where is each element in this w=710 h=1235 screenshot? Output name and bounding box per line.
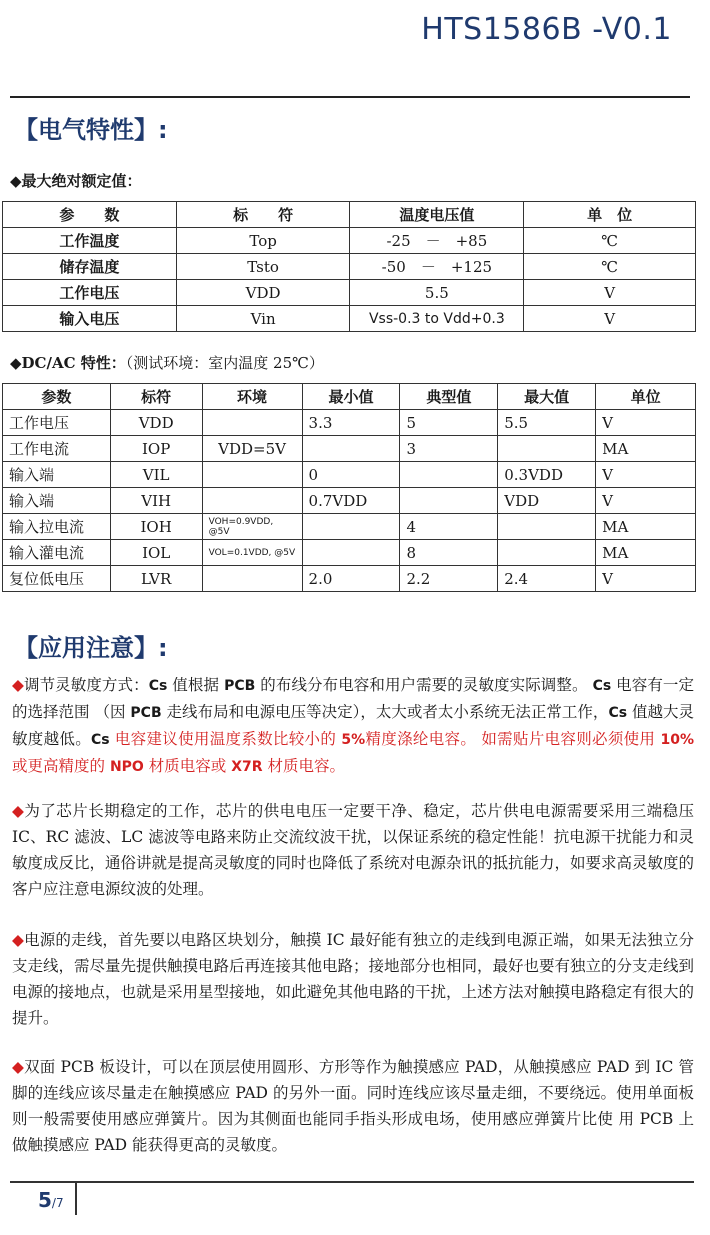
table-cell: MA <box>596 514 696 540</box>
table-cell: MA <box>596 540 696 566</box>
table-cell: 工作电压 <box>3 410 111 436</box>
table-cell: 8 <box>400 540 498 566</box>
abs-max-table <box>2 201 696 332</box>
table-cell: 2.0 <box>302 566 400 592</box>
table-cell <box>400 488 498 514</box>
abs-max-heading: ◆最大绝对额定值： <box>10 172 142 190</box>
table-cell: ℃ <box>524 228 696 254</box>
table-cell: 输入电压 <box>3 306 177 332</box>
note-paragraph-sensitivity <box>12 672 694 780</box>
text: 走线布局和电源电压等决定），太大或者太小系统无法正常工作， <box>161 703 609 721</box>
table-cell: ℃ <box>524 254 696 280</box>
text: 调节灵敏度方式： <box>24 676 149 694</box>
table-cell: 5 <box>400 410 498 436</box>
text: PCB <box>130 705 162 721</box>
table-cell: IOL <box>110 540 202 566</box>
warning-text: 5% <box>341 732 366 748</box>
table-cell <box>302 514 400 540</box>
table-cell <box>498 540 596 566</box>
table-cell <box>202 462 302 488</box>
footer-vertical-divider <box>75 1181 77 1215</box>
warning-text: 材质电容。 <box>262 757 345 775</box>
table-cell: 工作温度 <box>3 228 177 254</box>
table-cell <box>302 540 400 566</box>
table-cell: VIH <box>110 488 202 514</box>
page-number <box>38 1188 64 1212</box>
table-cell: IOP <box>110 436 202 462</box>
dcac-table <box>2 383 696 592</box>
header-divider <box>10 96 690 98</box>
table-cell: 0.3VDD <box>498 462 596 488</box>
column-header: 最大值 <box>498 384 596 410</box>
document-title: HTS1586B -V0.1 <box>421 12 672 47</box>
current-page: 5 <box>38 1188 52 1212</box>
table-cell: V <box>524 280 696 306</box>
table-row <box>3 436 696 462</box>
table-cell: 3 <box>400 436 498 462</box>
column-header: 单位 <box>596 384 696 410</box>
table-cell: 工作电压 <box>3 280 177 306</box>
warning-text: 精度涤纶电容。 如需贴片电容则必须使用 <box>365 730 661 748</box>
text: Cs <box>608 705 628 721</box>
dcac-heading-label: ◆DC/AC 特性： <box>10 354 126 372</box>
table-cell: IOH <box>110 514 202 540</box>
dcac-heading <box>10 352 324 373</box>
section-heading-application: 【应用注意】: <box>14 634 168 662</box>
table-header-row <box>3 202 696 228</box>
table-row <box>3 566 696 592</box>
table-cell: Vss-0.3 to Vdd+0.3 <box>350 306 524 332</box>
column-header: 环境 <box>202 384 302 410</box>
table-cell: 0.7VDD <box>302 488 400 514</box>
table-cell <box>498 436 596 462</box>
text: 值越大灵敏度越低。 <box>12 703 694 748</box>
table-cell: 工作电流 <box>3 436 111 462</box>
text: PCB <box>224 678 256 694</box>
note-text: 为了芯片长期稳定的工作，芯片的供电电压一定要干净、稳定，芯片供电电源需要采用三端稳压 IC、RC 滤波、LC 滤波等电路来防止交流纹波干扰，以保证系统的稳定性能！抗电源干扰能力和灵敏度成反比，通俗讲就是提高灵敏度的同时也降低了系统对电源杂讯的抵抗能力，如要求高灵敏度的客户应注意电源纹波的处理。 <box>12 802 695 898</box>
table-cell <box>202 488 302 514</box>
warning-text: 10% <box>660 732 694 748</box>
table-cell: Vin <box>176 306 350 332</box>
column-header: 温度电压值 <box>350 202 524 228</box>
footer-divider <box>10 1181 694 1183</box>
table-row <box>3 254 696 280</box>
section-heading-electrical: 【电气特性】: <box>14 116 168 144</box>
table-cell: 0 <box>302 462 400 488</box>
table-cell: 5.5 <box>498 410 596 436</box>
table-cell <box>202 566 302 592</box>
table-cell <box>202 410 302 436</box>
warning-text: 材质电容或 <box>143 757 232 775</box>
bullet-icon: ◆ <box>12 931 25 949</box>
note-text: 双面 PCB 板设计，可以在顶层使用圆形、方形等作为触摸感应 PAD，从触摸感应 PAD 到 IC 管脚的连线应该尽量走在触摸感应 PAD 的另外一面。同时连线应该尽量走细，不要绕远。使用单面板则一般需要使用感应弹簧片。因为其侧面也能同手指头形成电场，使用感应弹簧片比使 用 PCB 上做触摸感应 PAD 能获得更高的灵敏度。 <box>12 1058 694 1154</box>
table-cell: 3.3 <box>302 410 400 436</box>
table-cell: 输入灌电流 <box>3 540 111 566</box>
table-cell: -25 － +85 <box>350 228 524 254</box>
note-text: 电源的走线，首先要以电路区块划分，触摸 IC 最好能有独立的走线到电源正端，如果无法独立分支走线，需尽量先提供触摸电路后再连接其他电路；接地部分也相同，最好也要有独立的分支走线到电源的接地点，也就是采用星型接地，如此避免其他电路的干扰，上述方法对触摸电路稳定有很大的提升。 <box>12 931 695 1027</box>
table-cell: V <box>596 410 696 436</box>
total-pages: /7 <box>51 1196 64 1210</box>
table-cell: VDD <box>110 410 202 436</box>
column-header: 单 位 <box>524 202 696 228</box>
text: Cs <box>592 678 612 694</box>
column-header: 参 数 <box>3 202 177 228</box>
bullet-icon: ◆ <box>12 1058 25 1076</box>
table-cell: V <box>524 306 696 332</box>
table-row <box>3 228 696 254</box>
table-row <box>3 280 696 306</box>
text: 的布线分布电容和用户需要的灵敏度实际调整。 <box>255 676 593 694</box>
bullet-icon: ◆ <box>12 802 25 820</box>
warning-text: 电容建议使用温度系数比较小的 <box>109 730 342 748</box>
table-cell: VDD=5V <box>202 436 302 462</box>
column-header: 标 符 <box>176 202 350 228</box>
table-cell: 输入端 <box>3 462 111 488</box>
table-cell: VDD <box>498 488 596 514</box>
table-cell: 输入拉电流 <box>3 514 111 540</box>
bullet-icon: ◆ <box>12 676 25 694</box>
table-cell: -50 － +125 <box>350 254 524 280</box>
note-paragraph-power-stability <box>12 798 694 902</box>
note-paragraph-power-routing <box>12 927 694 1031</box>
column-header: 参数 <box>3 384 111 410</box>
column-header: 最小值 <box>302 384 400 410</box>
warning-text: 或更高精度的 <box>12 757 110 775</box>
table-cell: 储存温度 <box>3 254 177 280</box>
table-cell: 4 <box>400 514 498 540</box>
table-cell <box>400 462 498 488</box>
table-cell: V <box>596 566 696 592</box>
table-cell: VOL=0.1VDD, @5V <box>202 540 302 566</box>
table-cell <box>302 436 400 462</box>
table-row <box>3 488 696 514</box>
table-cell: VIL <box>110 462 202 488</box>
table-row <box>3 306 696 332</box>
table-row <box>3 462 696 488</box>
table-cell: V <box>596 488 696 514</box>
note-paragraph-pcb-design <box>12 1054 694 1158</box>
dcac-test-note: （测试环境：室内温度 25℃） <box>125 354 324 372</box>
table-cell: VDD <box>176 280 350 306</box>
table-cell: 输入端 <box>3 488 111 514</box>
table-cell: LVR <box>110 566 202 592</box>
table-cell: 5.5 <box>350 280 524 306</box>
table-cell: 复位低电压 <box>3 566 111 592</box>
table-header-row <box>3 384 696 410</box>
warning-text: X7R <box>231 759 263 775</box>
table-cell: 2.4 <box>498 566 596 592</box>
table-cell: V <box>596 462 696 488</box>
text: Cs <box>91 732 110 748</box>
table-cell <box>498 514 596 540</box>
text: 电容有一定的选择范围 （因 <box>12 676 695 721</box>
table-cell: 2.2 <box>400 566 498 592</box>
column-header: 标符 <box>110 384 202 410</box>
table-row <box>3 540 696 566</box>
table-cell: MA <box>596 436 696 462</box>
table-row <box>3 514 696 540</box>
warning-text: NPO <box>109 759 144 775</box>
table-cell: VOH=0.9VDD, @5V <box>202 514 302 540</box>
table-cell: Tsto <box>176 254 350 280</box>
text: Cs <box>148 678 168 694</box>
column-header: 典型值 <box>400 384 498 410</box>
table-cell: Top <box>176 228 350 254</box>
table-row <box>3 410 696 436</box>
text: 值根据 <box>167 676 225 694</box>
